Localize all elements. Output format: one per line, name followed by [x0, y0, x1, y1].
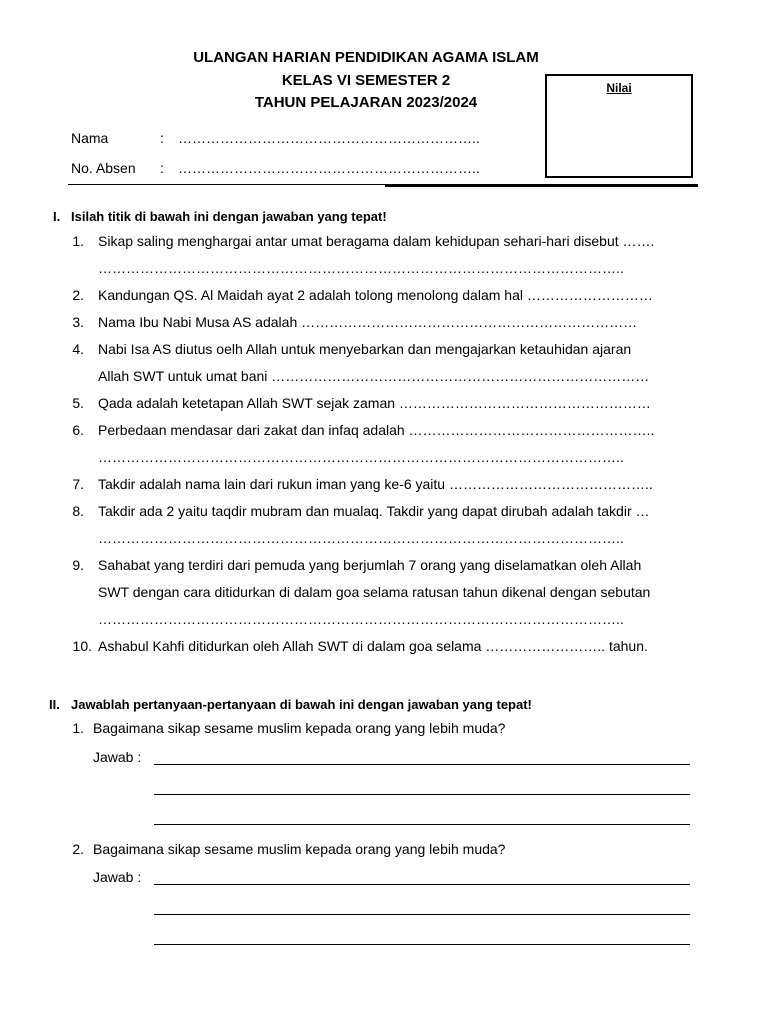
absen-field[interactable]: ………………………………………………………..: [178, 160, 480, 176]
score-label: Nilai: [606, 81, 632, 95]
section1-numeral: I.: [53, 209, 61, 224]
q3-text: Nama Ibu Nabi Musa AS adalah ………………………………………………………………: [98, 314, 638, 330]
q1-number: 1.: [72, 233, 84, 249]
name-label: Nama: [71, 130, 109, 146]
essay-q2-answer-line[interactable]: [154, 884, 690, 885]
essay-q1-number: 1.: [72, 720, 84, 736]
section2-title: Jawablah pertanyaan-pertanyaan di bawah ini dengan jawaban yang tepat!: [71, 697, 532, 712]
q4-text-continued: Allah SWT untuk umat bani ………………………………………………………………………: [98, 368, 650, 384]
q2-number: 2.: [72, 287, 84, 303]
name-colon: :: [160, 130, 164, 146]
q4-number: 4.: [72, 341, 84, 357]
q10-text: Ashabul Kahfi ditidurkan oleh Allah SWT di dalam goa selama …………………….. tahun.: [98, 638, 648, 654]
q6-text: Perbedaan mendasar dari zakat dan infaq adalah ……………………………………………..: [98, 422, 655, 438]
essay-q2-text: Bagaimana sikap sesame muslim kepada orang yang lebih muda?: [93, 841, 506, 857]
score-box[interactable]: [545, 74, 693, 178]
exam-title: ULANGAN HARIAN PENDIDIKAN AGAMA ISLAM: [193, 49, 539, 66]
q7-text: Takdir adalah nama lain dari rukun iman yang ke-6 yaitu ……………………………………..: [98, 476, 653, 492]
essay-q2-jawab-label: Jawab :: [93, 869, 142, 885]
section1-title: Isilah titik di bawah ini dengan jawaban yang tepat!: [71, 209, 387, 224]
section2-numeral: II.: [49, 697, 60, 712]
q9-text: Sahabat yang terdiri dari pemuda yang berjumlah 7 orang yang diselamatkan oleh Allah: [98, 557, 642, 573]
absen-colon: :: [160, 160, 164, 176]
q4-text: Nabi Isa AS diutus oelh Allah untuk menyebarkan dan mengajarkan ketauhidan ajaran: [98, 341, 632, 357]
q1-text: Sikap saling menghargai antar umat beragama dalam kehidupan sehari-hari disebut …….: [98, 233, 655, 249]
q6-number: 6.: [72, 422, 84, 438]
q8-answer-dots[interactable]: …………………………………………………………………………………………………..: [98, 530, 624, 546]
header-divider-bold: [385, 184, 698, 187]
essay-q1-answer-line[interactable]: [154, 824, 690, 825]
q8-number: 8.: [72, 503, 84, 519]
school-year-title: TAHUN PELAJARAN 2023/2024: [254, 94, 478, 111]
q8-text: Takdir ada 2 yaitu taqdir mubram dan mualaq. Takdir yang dapat dirubah adalah takdir …: [98, 503, 650, 519]
q6-answer-dots[interactable]: …………………………………………………………………………………………………..: [98, 449, 624, 465]
q5-number: 5.: [72, 395, 84, 411]
essay-q1-answer-line[interactable]: [154, 794, 690, 795]
essay-q1-jawab-label: Jawab :: [93, 749, 142, 765]
essay-q1-text: Bagaimana sikap sesame muslim kepada orang yang lebih muda?: [93, 720, 506, 736]
essay-q1-answer-line[interactable]: [154, 764, 690, 765]
q9-answer-dots[interactable]: …………………………………………………………………………………………………..: [98, 611, 624, 627]
q2-text: Kandungan QS. Al Maidah ayat 2 adalah tolong menolong dalam hal ………………………: [98, 287, 653, 303]
q10-number: 10.: [72, 638, 92, 654]
q5-text: Qada adalah ketetapan Allah SWT sejak zaman ………………………………………………: [98, 395, 651, 411]
name-field[interactable]: ………………………………………………………..: [178, 130, 480, 146]
absen-label: No. Absen: [71, 160, 136, 176]
q1-answer-dots[interactable]: …………………………………………………………………………………………………..: [98, 260, 624, 276]
q7-number: 7.: [72, 476, 84, 492]
q9-number: 9.: [72, 557, 84, 573]
essay-q2-answer-line[interactable]: [154, 914, 690, 915]
essay-q2-answer-line[interactable]: [154, 944, 690, 945]
essay-q2-number: 2.: [72, 841, 84, 857]
q3-number: 3.: [72, 314, 84, 330]
class-semester-title: KELAS VI SEMESTER 2: [281, 72, 451, 89]
q9-text-continued: SWT dengan cara ditidurkan di dalam goa selama ratusan tahun dikenal dengan sebutan: [98, 584, 651, 600]
